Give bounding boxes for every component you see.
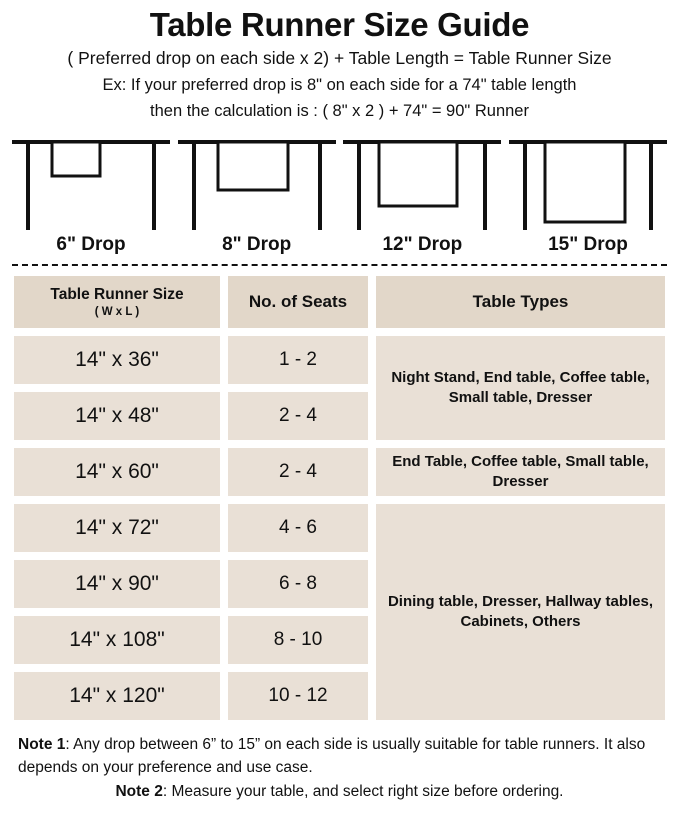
table-row: 1 - 2 <box>228 336 368 384</box>
drop-diagram-row <box>8 132 671 232</box>
table-row: 4 - 6 <box>228 504 368 552</box>
header-runner-size <box>14 276 220 328</box>
header-runner-size-sub: ( W x L ) <box>94 306 140 319</box>
table-with-runner-icon-6 <box>10 136 172 232</box>
header-seats: No. of Seats <box>228 276 368 328</box>
note-1 <box>18 734 661 779</box>
page-title: Table Runner Size Guide <box>149 6 530 43</box>
infographic-page <box>0 6 679 832</box>
drop-label-6: 6" Drop <box>56 234 126 256</box>
column-seats <box>228 276 368 728</box>
example-line-1: Ex: If your preferred drop is 8" on each side for a 74" table length <box>102 75 577 94</box>
table-types-group-1: Night Stand, End table, Coffee table, Small table, Dresser <box>376 336 665 440</box>
table-row: 14" x 90" <box>14 560 220 608</box>
table-row: 14" x 36" <box>14 336 220 384</box>
column-runner-size <box>14 276 220 728</box>
table-row: 2 - 4 <box>228 392 368 440</box>
table-row: 14" x 48" <box>14 392 220 440</box>
table-types-group-2: End Table, Coffee table, Small table, Dresser <box>376 448 665 496</box>
table-with-runner-icon-8 <box>176 136 338 232</box>
formula-text: ( Preferred drop on each side x 2) + Table Length = Table Runner Size <box>67 47 612 68</box>
table-with-runner-icon-12 <box>341 136 503 232</box>
drop-label-15: 15" Drop <box>548 234 628 256</box>
notes-section <box>8 728 671 803</box>
table-with-runner-icon-15 <box>507 136 669 232</box>
note-2-text: : Measure your table, and select right size before ordering. <box>162 783 564 801</box>
table-row: 14" x 60" <box>14 448 220 496</box>
table-row: 14" x 120" <box>14 672 220 720</box>
table-types-group-3: Dining table, Dresser, Hallway tables, Cabinets, Others <box>376 504 665 720</box>
header-table-types: Table Types <box>376 276 665 328</box>
table-row: 8 - 10 <box>228 616 368 664</box>
size-table <box>8 276 671 728</box>
note-1-label: Note 1 <box>18 736 66 754</box>
table-row: 14" x 108" <box>14 616 220 664</box>
note-2 <box>18 781 661 803</box>
drop-label-8: 8" Drop <box>222 234 292 256</box>
note-2-label: Note 2 <box>115 783 163 801</box>
header-runner-size-label: Table Runner Size <box>50 286 184 304</box>
table-row: 10 - 12 <box>228 672 368 720</box>
example-line-2: then the calculation is : ( 8" x 2 ) + 74" = 90" Runner <box>150 102 529 121</box>
table-row: 14" x 72" <box>14 504 220 552</box>
dashed-divider <box>12 264 667 266</box>
table-row: 2 - 4 <box>228 448 368 496</box>
note-1-text: : Any drop between 6” to 15” on each side is usually suitable for table runners. It also depends on your preference and use case. <box>18 736 646 776</box>
drop-labels-row <box>8 234 671 256</box>
drop-label-12: 12" Drop <box>382 234 463 256</box>
table-row: 6 - 8 <box>228 560 368 608</box>
column-table-types <box>376 276 665 728</box>
